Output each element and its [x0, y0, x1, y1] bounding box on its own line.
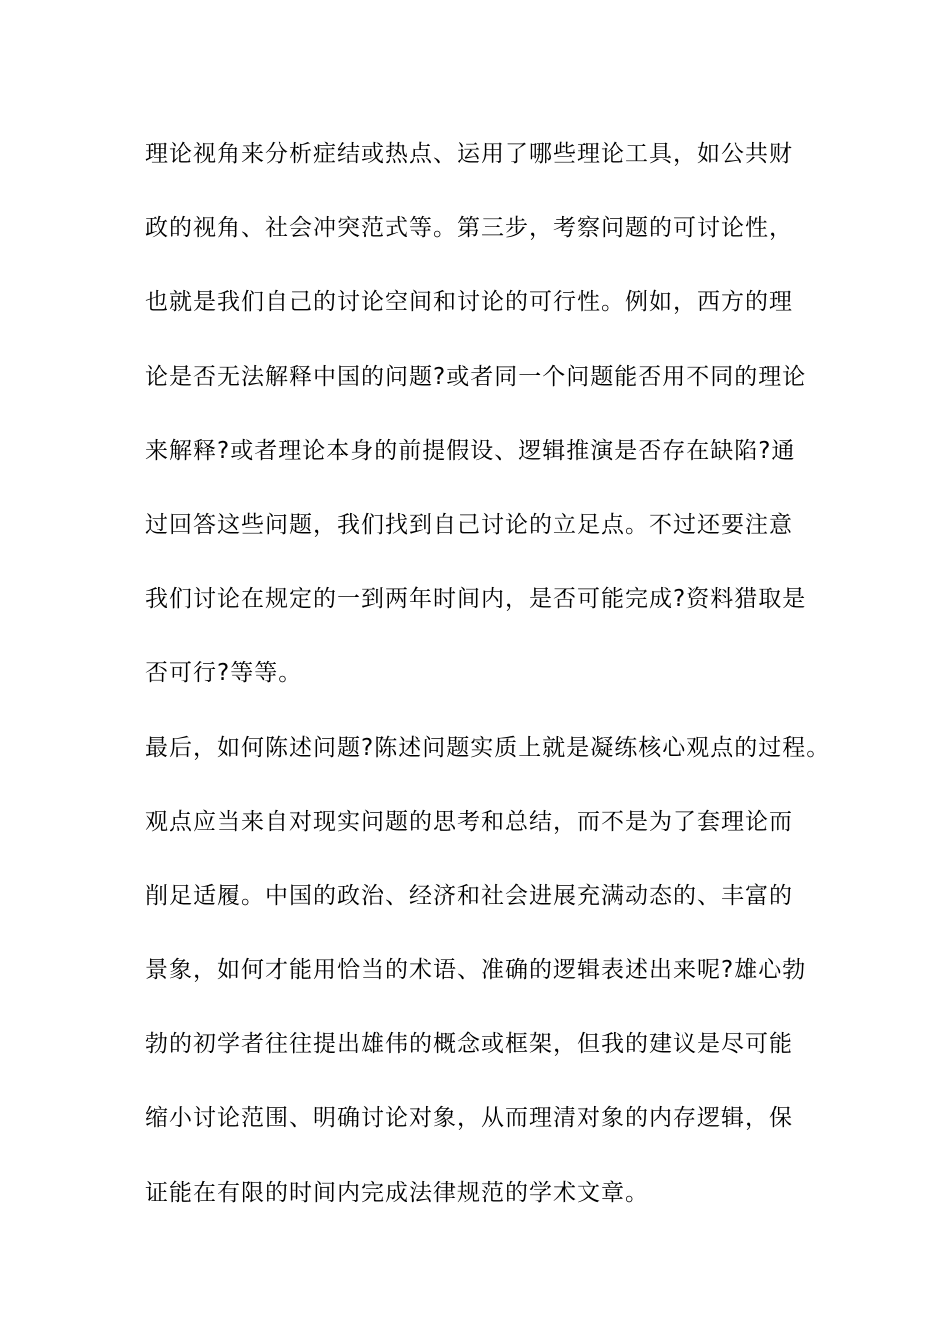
- text-line: 缩小讨论范围、明确讨论对象，从而理清对象的内存逻辑，保: [145, 1105, 793, 1132]
- text-line: 证能在有限的时间内完成法律规范的学术文章。: [145, 1179, 649, 1206]
- text-line: 勃的初学者往往提出雄伟的概念或框架，但我的建议是尽可能: [145, 1031, 793, 1058]
- text-line: 最后，如何陈述问题?陈述问题实质上就是凝练核心观点的过程。: [145, 734, 831, 761]
- text-line: 否可行?等等。: [145, 660, 303, 687]
- text-line: 论是否无法解释中国的问题?或者同一个问题能否用不同的理论: [145, 363, 807, 390]
- text-line: 来解释?或者理论本身的前提假设、逻辑推演是否存在缺陷?通: [145, 437, 796, 464]
- text-line: 理论视角来分析症结或热点、运用了哪些理论工具，如公共财: [145, 141, 793, 167]
- text-line: 观点应当来自对现实问题的思考和总结，而不是为了套理论而: [145, 808, 793, 835]
- text-line: 削足适履。中国的政治、经济和社会进展充满动态的、丰富的: [145, 882, 793, 909]
- text-line: 我们讨论在规定的一到两年时间内，是否可能完成?资料猎取是: [145, 586, 807, 613]
- body-text: [145, 128, 831, 1241]
- text-line: 景象，如何才能用恰当的术语、准确的逻辑表述出来呢?雄心勃: [145, 957, 807, 984]
- text-line: 也就是我们自己的讨论空间和讨论的可行性。例如，西方的理: [145, 289, 793, 316]
- text-line: 政的视角、社会冲突范式等。第三步，考察问题的可讨论性，: [145, 215, 793, 242]
- text-line: 过回答这些问题，我们找到自己讨论的立足点。不过还要注意: [145, 511, 793, 538]
